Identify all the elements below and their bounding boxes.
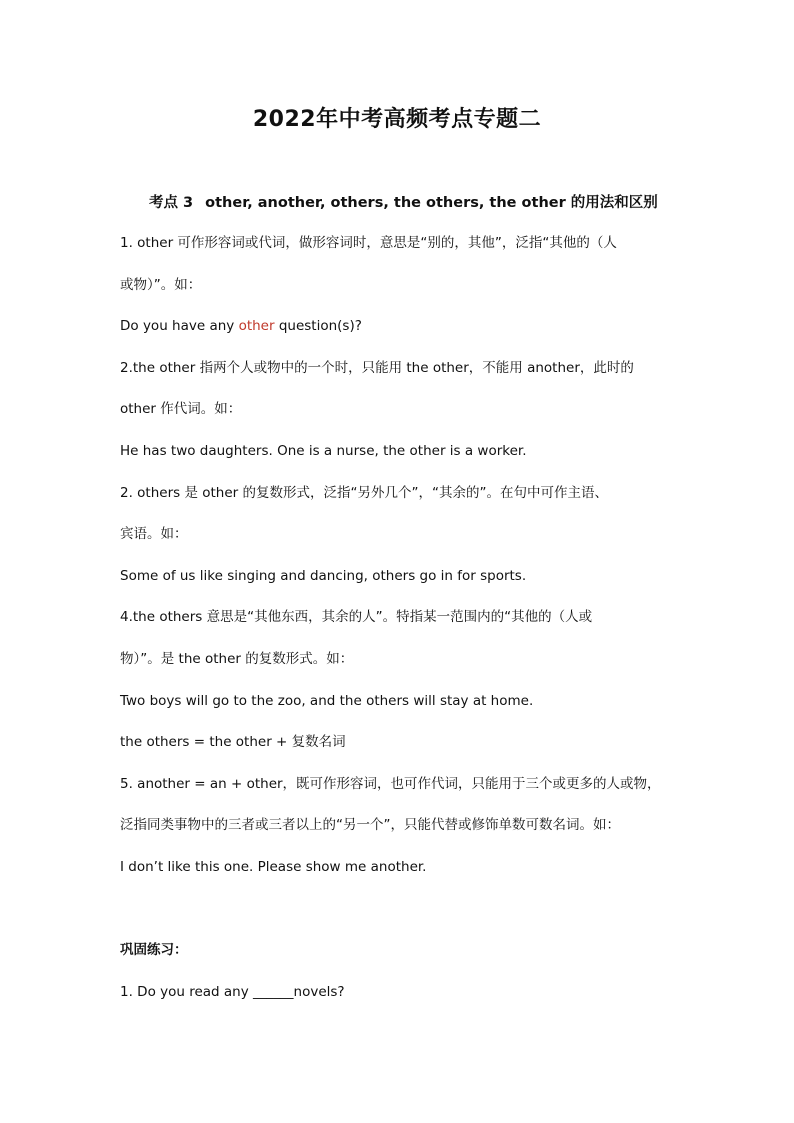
text-line-5: other 作代词。如：	[120, 401, 242, 417]
formula-line: the others = the other + 复数名词	[120, 734, 346, 750]
topic-heading	[149, 191, 658, 212]
topic-label: 考点 3	[149, 195, 194, 211]
example-line-1	[120, 317, 362, 335]
example-line-4: Two boys will go to the zoo, and the others will stay at home.	[120, 693, 534, 709]
practice-heading: 巩固练习：	[120, 942, 188, 958]
example-line-5: I don’t like this one. Please show me another.	[120, 859, 427, 875]
text-line-15: 泛指同类事物中的三者或三者以上的“另一个”，只能代替或修饰单数可数名词。如：	[120, 817, 620, 833]
text-line-8: 宾语。如：	[120, 526, 188, 542]
text-line-11: 物）”。是 the other 的复数形式。如：	[120, 651, 354, 667]
text-line-14: 5. another = an + other，既可作形容词，也可作代词，只能用于三个或更多的人或物，	[120, 776, 661, 792]
example-text-pre: Do you have any	[120, 318, 239, 334]
example-line-3: Some of us like singing and dancing, others go in for sports.	[120, 568, 527, 584]
text-line-10: 4.the others 意思是“其他东西，其余的人”。特指某一范围内的“其他的（人或	[120, 609, 593, 625]
example-text-post: question(s)?	[274, 318, 362, 334]
topic-text: other, another, others, the others, the other 的用法和区别	[205, 195, 658, 211]
text-line-1: 1. other 可作形容词或代词，做形容词时，意思是“别的，其他”，泛指“其他的（人	[120, 235, 617, 251]
text-line-2: 或物）”。如：	[120, 277, 202, 293]
practice-question-1: 1. Do you read any ______novels?	[120, 984, 345, 1000]
text-line-7: 2. others 是 other 的复数形式，泛指“另外几个”，“其余的”。在句中可作主语、	[120, 485, 608, 501]
text-line-4: 2.the other 指两个人或物中的一个时，只能用 the other，不能用 another，此时的	[120, 360, 634, 376]
example-line-2: He has two daughters. One is a nurse, the other is a worker.	[120, 443, 527, 459]
highlighted-word: other	[238, 318, 275, 334]
page-title: 2022年中考高频考点专题二	[252, 107, 542, 132]
